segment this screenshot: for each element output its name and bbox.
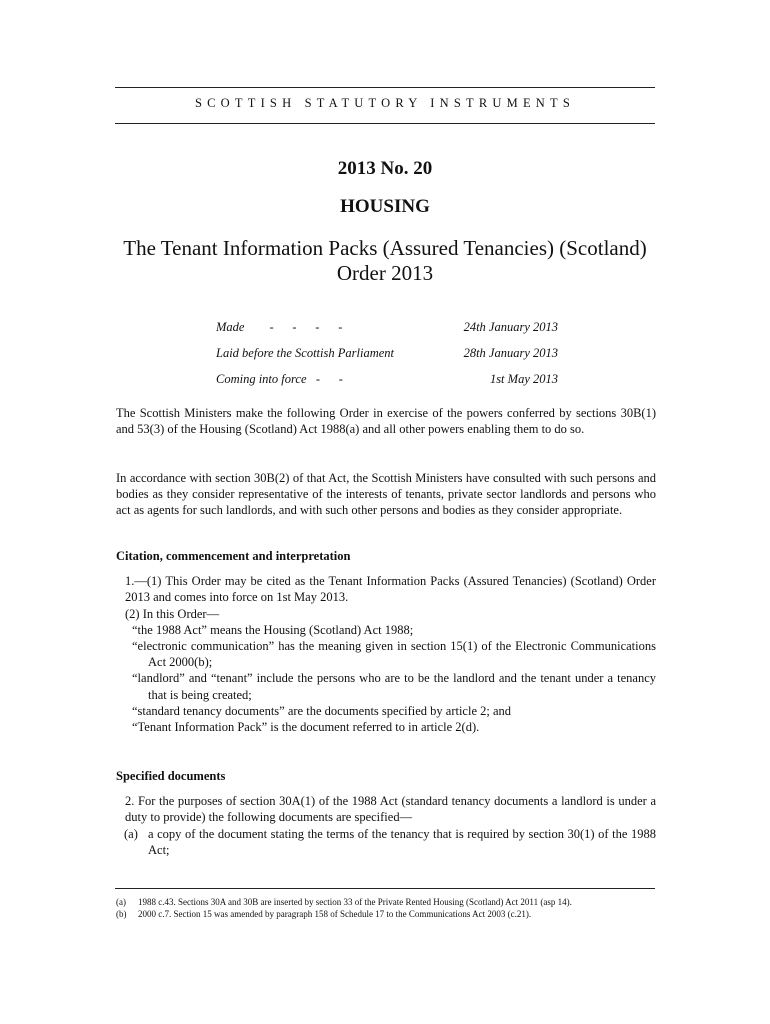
definition-item: “Tenant Information Pack” is the document referred to in article 2(d). (132, 720, 480, 735)
footnote-text: 2000 c.7. Section 15 was amended by paragraph 158 of Schedule 17 to the Communications Act 2003 (c.21). (138, 908, 532, 919)
article-2-heading: Specified documents (116, 769, 226, 783)
date-row-laid (216, 346, 558, 372)
footnote-b (116, 909, 656, 921)
subject-heading: HOUSING (340, 196, 430, 217)
date-label: Coming into force - - (216, 372, 343, 386)
preamble-paragraph-1: The Scottish Ministers make the following Order in exercise of the powers conferred by sections 30B(1) and 53(3) of the Housing (Scotland) Act 1988(a) and all other powers enabling them to do so. (116, 406, 656, 437)
definition-item: “electronic communication” has the meaning given in section 15(1) of the Electronic Communications Act 2000(b); (132, 639, 656, 670)
footnote-marker: (b) (116, 908, 127, 919)
date-row-coming-into-force (216, 372, 558, 398)
definition-item: “landlord” and “tenant” include the persons who are to be the landlord and the tenant under a tenancy that is being created; (132, 671, 656, 702)
date-value: 24th January 2013 (463, 320, 558, 334)
article-1-heading: Citation, commencement and interpretation (116, 549, 351, 563)
article-1-para-2: (2) In this Order— (125, 606, 220, 621)
article-1-para-1: 1.—(1) This Order may be cited as the Tenant Information Packs (Assured Tenancies) (Scotland) Order 2013 and comes into force on 1st May 2013. (125, 574, 656, 605)
date-label: Laid before the Scottish Parliament (216, 346, 394, 360)
footnote-text: 1988 c.43. Sections 30A and 30B are inserted by section 33 of the Private Rented Housing (Scotland) Act 2011 (asp 14). (138, 897, 572, 907)
instrument-number: 2013 No. 20 (337, 158, 433, 179)
definition-item: “the 1988 Act” means the Housing (Scotland) Act 1988; (132, 622, 414, 637)
order-title-line-2: Order 2013 (336, 261, 434, 285)
item-text: a copy of the document stating the terms of the tenancy that is required by section 30(1) of the 1988 Act; (148, 826, 656, 857)
order-title (115, 236, 655, 286)
article-2 (116, 768, 656, 858)
date-row-made (216, 320, 558, 346)
article-1 (116, 548, 656, 735)
footnote-rule (115, 888, 655, 889)
article-2-para-1: 2. For the purposes of section 30A(1) of the 1988 Act (standard tenancy documents a landlord is under a duty to provide) the following documents are specified— (125, 794, 656, 825)
order-title-line-1: The Tenant Information Packs (Assured Tenancies) (Scotland) (123, 236, 647, 260)
footnote-a (116, 897, 656, 909)
series-rule (115, 123, 655, 124)
dates-table (216, 320, 558, 398)
date-value: 1st May 2013 (489, 372, 558, 386)
date-value: 28th January 2013 (463, 346, 558, 360)
item-marker: (a) (124, 826, 138, 841)
footnotes (116, 897, 656, 920)
top-rule (115, 87, 655, 88)
preamble-paragraph-2: In accordance with section 30B(2) of that Act, the Scottish Ministers have consulted with such persons and bodies as they consider representative of the interests of tenants, private sector landlords and persons who act as agents for such landlords, and with such other persons and bodies as they consider appropriate. (116, 471, 656, 518)
article-2-item-a (116, 826, 656, 858)
definition-item: “standard tenancy documents” are the documents specified by article 2; and (132, 703, 512, 718)
footnote-marker: (a) (116, 897, 126, 907)
series-title: SCOTTISH STATUTORY INSTRUMENTS (194, 96, 576, 110)
date-label: Made - - - - (216, 320, 343, 334)
